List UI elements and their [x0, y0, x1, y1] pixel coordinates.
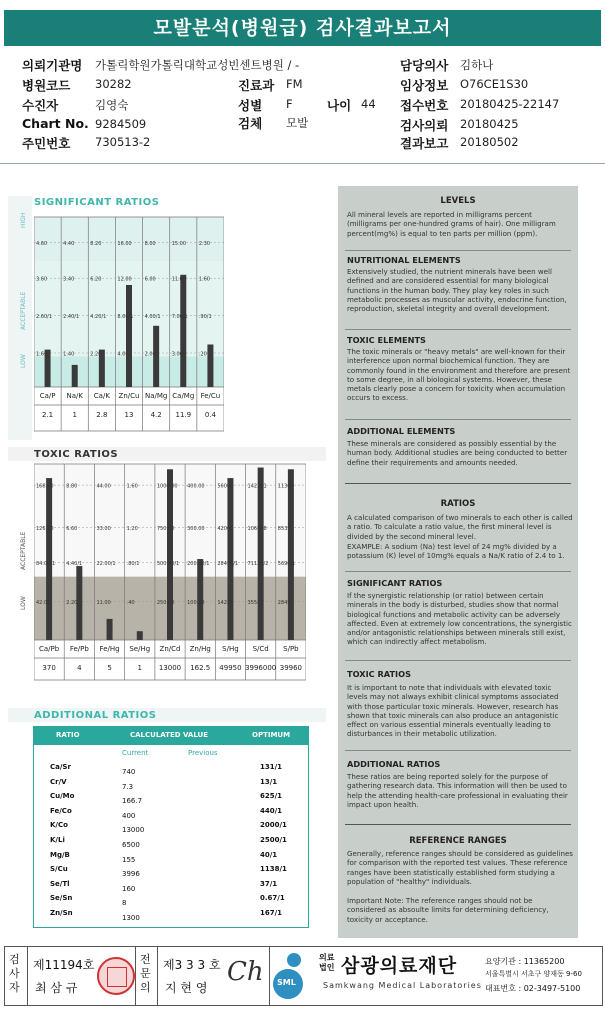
bar-ca-mg — [180, 275, 186, 387]
significant-ratios-svg — [34, 209, 224, 441]
bar-s-cd — [258, 468, 264, 640]
scale-label: 250.00 — [156, 599, 175, 606]
scale-label: 1.20 — [126, 525, 138, 532]
cell-current: 3996 — [122, 870, 140, 879]
category-label: S/Hg — [222, 645, 239, 653]
cell-current: 8 — [122, 899, 127, 908]
patient-value: 김영숙 — [95, 98, 129, 112]
additional-heading: ADDITIONAL ELEMENTS — [347, 426, 456, 436]
cell-ratio: Fe/Co — [50, 806, 72, 815]
cell-optimum: 440/1 — [260, 806, 283, 815]
bar-na-k — [72, 365, 78, 387]
category-label: Se/Hg — [129, 645, 151, 653]
department-label: 진료과 — [238, 78, 275, 93]
sig-zone-acceptable: ACCEPTABLE — [20, 291, 27, 330]
specialist-name: 지 현 영 — [165, 981, 208, 995]
scale-label: 106688 — [247, 525, 267, 532]
scale-label: 1.60 — [126, 483, 138, 490]
value-label: 13000 — [158, 664, 182, 672]
cell-ratio: Ca/Sr — [50, 763, 71, 771]
separator — [345, 571, 571, 572]
category-label: S/Pb — [283, 645, 299, 653]
scale-label: 400.00 — [187, 483, 205, 490]
scale-label: 6.00 — [144, 276, 156, 283]
cell-ratio: Se/Tl — [50, 879, 70, 888]
category-label: Fe/Pb — [69, 645, 89, 653]
scale-label: 4.00 — [117, 351, 129, 358]
scale-label: 4.40 — [63, 241, 75, 247]
scale-label: 56000 — [217, 483, 234, 490]
report-title: 모발분석(병원급) 검사결과보고서 — [4, 10, 601, 46]
cell-ratio: K/Co — [50, 821, 68, 830]
scale-label: 15.00 — [171, 241, 187, 247]
cell-optimum: 13/1 — [260, 777, 278, 786]
explanation-panel — [338, 186, 578, 938]
cell-current: 13000 — [122, 826, 145, 835]
scale-label: 2.20 — [90, 351, 102, 358]
sub-previous: Previous — [188, 749, 218, 757]
bar-fe-hg — [107, 619, 113, 640]
scale-label: 11.00 — [96, 599, 111, 606]
scale-label: 35563 — [247, 599, 264, 606]
divider — [269, 947, 270, 1005]
category-label: Na/K — [66, 392, 83, 400]
scale-label: 2845 — [277, 599, 291, 606]
additional-ratios-table — [33, 726, 309, 928]
scale-label: .90/1 — [198, 314, 212, 321]
scale-label: 1.60 — [198, 276, 210, 283]
reference-text: Generally, reference ranges should be considered as guidelines for comparison with the reported test values. These reference ranges have been statistically established form studying a population of "healthy" individuals. — [347, 849, 574, 886]
bar-zn-cu — [126, 285, 132, 387]
separator — [345, 660, 571, 661]
scale-label: 11360 — [277, 483, 294, 490]
cell-ratio: Mg/B — [50, 850, 70, 859]
age-value: 44 — [361, 97, 376, 111]
scale-label: 14225 — [217, 599, 234, 606]
hospital-code-value: 30282 — [95, 77, 132, 91]
scale-label: .20 — [198, 351, 207, 358]
scale-label: 5690/1 — [277, 561, 296, 568]
scale-label: 2.40/1 — [63, 314, 80, 321]
divider — [135, 947, 136, 1005]
institution-value: 가톨릭학원가톨릭대학교성빈센트병원 / - — [95, 58, 300, 72]
additional-title: ADDITIONAL RATIOS — [34, 710, 157, 721]
cell-ratio: Cu/Mo — [50, 792, 75, 801]
scale-label: 8.00 — [144, 241, 156, 247]
levels-heading: LEVELS — [440, 196, 476, 206]
category-label: Zn/Cd — [159, 645, 181, 653]
sig-title: SIGNIFICANT RATIOS — [34, 197, 160, 208]
value-label: 4.2 — [150, 411, 162, 419]
value-label: 162.5 — [190, 664, 211, 672]
cell-current: 7.3 — [122, 782, 134, 791]
value-label: 11.9 — [175, 411, 192, 419]
scale-label: 168.00 — [36, 483, 54, 490]
scale-label: 1.60 — [36, 351, 48, 358]
category-label: Zn/Hg — [189, 645, 211, 653]
scale-label: 12.00 — [117, 276, 132, 283]
scale-label: .80/1 — [126, 561, 140, 568]
logo-dot — [287, 953, 301, 967]
scale-label: 42000 — [217, 525, 234, 532]
category-label: Zn/Cu — [118, 392, 140, 400]
doctor-label: 담당의사 — [400, 58, 449, 73]
department-value: FM — [286, 77, 303, 91]
value-label: 2.8 — [96, 411, 108, 419]
org-name: 삼광의료재단 — [341, 955, 458, 977]
cell-current: 1300 — [122, 914, 140, 922]
seal-stamp — [97, 957, 135, 995]
scale-label: 2.30 — [198, 241, 210, 247]
scale-label: 71125/2 — [247, 561, 269, 568]
cell-current: 400 — [122, 811, 136, 820]
scale-label: 200.00/1 — [187, 561, 210, 568]
sex-value: F — [286, 97, 293, 111]
scale-label: 4.20/1 — [90, 314, 107, 321]
request-label: 검사의뢰 — [400, 118, 449, 133]
resident-value: 730513-2 — [95, 135, 151, 149]
table-header — [34, 727, 308, 745]
value-label: 5 — [107, 664, 112, 672]
category-label: Ca/Mg — [172, 392, 195, 400]
scale-label: 6.60 — [66, 525, 78, 532]
bar-ca-pb — [46, 478, 52, 640]
value-label: 13 — [124, 411, 134, 419]
value-label: 0.4 — [204, 411, 216, 419]
category-label: Fe/Hg — [99, 645, 120, 653]
separator — [345, 824, 571, 825]
value-label: 1 — [137, 664, 143, 672]
col-optimum: OPTIMUM — [252, 731, 291, 739]
contact-2: 서울특별시 서초구 양재동 9-60 — [485, 970, 582, 978]
category-label: Ca/K — [93, 392, 110, 400]
additional-ratios-heading: ADDITIONAL RATIOS — [347, 759, 441, 769]
contact-1: 요양기관 : 11365200 — [485, 957, 565, 966]
nutritional-heading: NUTRITIONAL ELEMENTS — [347, 255, 461, 265]
age-label: 나이 — [327, 98, 352, 113]
divider — [27, 947, 28, 1005]
bar-fe-cu — [207, 345, 213, 388]
bar-s-hg — [227, 478, 233, 640]
scale-label: 7.00/1 — [171, 314, 188, 321]
scale-label: 8.80 — [66, 483, 78, 490]
patient-label: 수진자 — [22, 98, 59, 113]
inspector-no: 제11194호 — [33, 958, 95, 972]
sig-zone-high: HIGH — [20, 212, 27, 228]
scale-label: 300.00 — [187, 525, 205, 532]
scale-label: 2.20 — [66, 599, 78, 606]
sex-label: 성별 — [238, 98, 263, 113]
scale-label: 8.00/1 — [117, 314, 134, 321]
category-label: Fe/Cu — [200, 392, 221, 400]
scale-label: 100.00 — [187, 599, 205, 606]
sml-logo-icon — [273, 969, 303, 999]
report-value: 20180502 — [460, 135, 519, 149]
scale-label: .40 — [126, 599, 135, 606]
nutritional-text: Extensively studied, the nutrient minerals have been well defined and are considered essential for many biological functions in the human body. They play key roles in such metabolic processes as muscular activity, endocrine function, reproduction, skeletal integrity and overall development. — [347, 267, 567, 314]
reference-note: Important Note: The reference ranges should not be considered as absoulte limits for determining deficiency, toxicity or acceptance. — [347, 896, 549, 924]
value-label: 1 — [72, 411, 77, 419]
scale-label: 1.40 — [63, 351, 75, 358]
separator — [345, 750, 571, 751]
scale-label: 33.00 — [96, 525, 111, 532]
scale-label: 750.00 — [156, 525, 175, 532]
scale-label: 4.60 — [36, 241, 48, 247]
cell-optimum: 37/1 — [260, 879, 278, 888]
cell-current: 166.7 — [122, 797, 143, 806]
separator — [345, 329, 571, 330]
cell-optimum: 625/1 — [260, 792, 283, 801]
toxic-ratios-svg — [34, 462, 306, 682]
org-english: Samkwang Medical Laboratories — [323, 981, 482, 990]
divider — [0, 163, 605, 164]
chart-value: 9284509 — [95, 117, 147, 131]
additional-text: These minerals are considered as possibly essential by the human body. Additional studies are being conducted to better define their requirements and amounts needed. — [347, 439, 568, 467]
request-value: 20180425 — [460, 117, 519, 131]
clinical-value: O76CE1S30 — [460, 77, 529, 91]
category-label: Na/Mg — [144, 392, 168, 400]
cell-ratio: Zn/Sn — [50, 909, 73, 917]
bar-s-pb — [288, 469, 294, 640]
scale-label: 16.00 — [117, 241, 132, 247]
category-label: Ca/P — [39, 392, 56, 400]
value-label: 49950 — [219, 664, 242, 672]
scale-label: 3.00 — [171, 351, 183, 358]
scale-label: 142281 — [247, 483, 267, 490]
doctor-value: 김하나 — [460, 58, 494, 72]
toxic-heading: TOXIC ELEMENTS — [347, 335, 426, 345]
cell-optimum: 167/1 — [260, 909, 283, 917]
sub-current: Current — [122, 749, 149, 757]
category-label: S/Cd — [252, 645, 269, 653]
divider — [157, 947, 158, 1005]
specimen-label: 검체 — [238, 116, 263, 131]
scale-label: 500.00/1 — [156, 561, 180, 568]
scale-label: 8535 — [277, 525, 291, 532]
value-label: 39960 — [279, 664, 303, 672]
chart-label: Chart No. — [22, 116, 89, 131]
scale-label: 4.00/1 — [144, 314, 161, 321]
value-label: 2.1 — [42, 411, 54, 419]
clinical-label: 임상정보 — [400, 78, 449, 93]
toxic-title: TOXIC RATIOS — [34, 449, 119, 460]
ratios-example: EXAMPLE: A sodium (Na) test level of 24 mg% divided by a potassium (K) level of 10mg% equals a Na/K ratio of 2.4 to 1. — [347, 542, 565, 561]
hospital-code-label: 병원코드 — [22, 78, 71, 93]
scale-label: 3.40 — [63, 276, 75, 283]
ratios-heading: RATIOS — [440, 499, 476, 509]
scale-label: 6.20 — [90, 276, 102, 283]
scale-label: 44.00 — [96, 483, 111, 490]
cell-optimum: 40/1 — [260, 850, 278, 859]
scale-label: 126.00 — [36, 525, 54, 532]
scale-label: 11.00 — [171, 276, 187, 283]
sig-zone-low: LOW — [20, 354, 27, 368]
value-label: 370 — [42, 664, 56, 672]
col-calculated: CALCULATED VALUE — [130, 731, 209, 739]
scale-label: 3.60 — [36, 276, 48, 283]
received-value: 20180425-22147 — [460, 97, 560, 111]
received-label: 접수번호 — [400, 98, 449, 113]
cell-optimum: 1138/1 — [260, 865, 287, 874]
resident-label: 주민번호 — [22, 136, 71, 151]
cell-current: 155 — [122, 855, 136, 864]
toxic-zone-acceptable: ACCEPTABLE — [20, 531, 27, 570]
cell-ratio: K/Li — [50, 836, 65, 844]
cell-optimum: 2000/1 — [260, 821, 287, 830]
col-ratio: RATIO — [56, 731, 80, 739]
inspector-label: 검사자 — [9, 953, 20, 994]
scale-label: 8.20 — [90, 241, 102, 247]
toxic-ratios-heading: TOXIC RATIOS — [347, 669, 411, 679]
category-label: Ca/Pb — [39, 645, 60, 653]
toxic-text: The toxic minerals or "heavy metals" are well-known for their interference upon normal biochemical function. They are commonly found in the environment and therefore are present to some degree, in all biological systems. However, these metals clearly pose a concern for toxicity when accumulation occurs to excess. — [347, 347, 571, 403]
separator — [345, 419, 571, 420]
separator — [345, 483, 571, 484]
specialist-label: 전문의 — [140, 953, 151, 994]
cell-ratio: Se/Sn — [50, 894, 73, 903]
significant-ratios-chart — [34, 209, 224, 441]
inspector-name: 최 삼 규 — [35, 981, 78, 995]
specialist-no: 제3 3 3 호 — [163, 958, 221, 972]
scale-label: 42.00 — [36, 599, 51, 606]
scale-label: 22.00/1 — [96, 561, 116, 568]
report-label: 결과보고 — [400, 136, 449, 151]
scale-label: 84.00/1 — [36, 561, 56, 568]
scale-label: 4.40/1 — [66, 561, 83, 568]
cell-current: 740 — [122, 768, 136, 776]
bar-zn-cd — [167, 469, 173, 640]
levels-text: All mineral levels are reported in milligrams percent (milligrams per one-hundred grams of hair). One milligram percent(mg%) is equal to ten parts per million (ppm). — [347, 210, 556, 238]
contact-3: 대표번호 : 02-3497-5100 — [485, 984, 581, 993]
separator — [345, 250, 571, 251]
sml-logo-text: SML — [277, 978, 296, 987]
value-label: 4 — [77, 664, 82, 672]
cell-optimum: 0.67/1 — [260, 894, 285, 903]
ratios-text: A calculated comparison of two minerals to each other is called a ratio. To calculate a ratio value, the first mineral level is divided by the second mineral level. — [347, 513, 573, 541]
scale-label: 2.60/1 — [36, 314, 52, 321]
signature-footer — [4, 946, 603, 1006]
cell-optimum: 131/1 — [260, 763, 283, 771]
cell-current: 6500 — [122, 841, 140, 849]
cell-optimum: 2500/1 — [260, 836, 287, 844]
org-prefix: 의료법인 — [319, 953, 335, 972]
cell-current: 160 — [122, 884, 136, 893]
scale-label: 28450/1 — [217, 561, 239, 568]
specialist-signature: Ch — [227, 957, 264, 987]
value-label: 3996000 — [245, 664, 277, 672]
toxic-ratios-chart — [34, 462, 306, 682]
significant-text: If the synergistic relationship (or ratio) between certain minerals in the body is disturbed, studies show that normal biological functions and metabolic activity can be adversely affected. Even at extremely low concentrations, the synergistic and/or antagonistic relationships between minerals still exist, which can indirectly affect metabolism. — [347, 591, 572, 647]
cell-ratio: Cr/V — [50, 777, 67, 786]
cell-ratio: S/Cu — [50, 865, 68, 874]
toxic-ratios-text: It is important to note that individuals with elevated toxic levels may not always exhibit clinical symptoms associated with those particular toxic minerals. However, research has shown that toxic minerals can also produce an antagonistic effect on various essential minerals eventually leading to disturbances in their metabolic utilization. — [347, 683, 559, 739]
institution-label: 의뢰기관명 — [22, 58, 83, 73]
toxic-zone-low: LOW — [20, 596, 27, 610]
additional-ratios-text: These ratios are being reported solely for the purpose of gathering research data. This information will then be used to help the attending health-care professional in evaluating their impact upon health. — [347, 772, 568, 809]
significant-heading: SIGNIFICANT RATIOS — [347, 578, 443, 588]
bar-se-hg — [137, 631, 143, 640]
scale-label: 2.00 — [144, 351, 156, 358]
zone-band-0 — [34, 217, 224, 261]
seal-inner — [107, 967, 127, 987]
specimen-value: 모발 — [286, 116, 309, 130]
scale-label: 1000.00 — [156, 483, 178, 490]
reference-heading: REFERENCE RANGES — [409, 836, 507, 846]
